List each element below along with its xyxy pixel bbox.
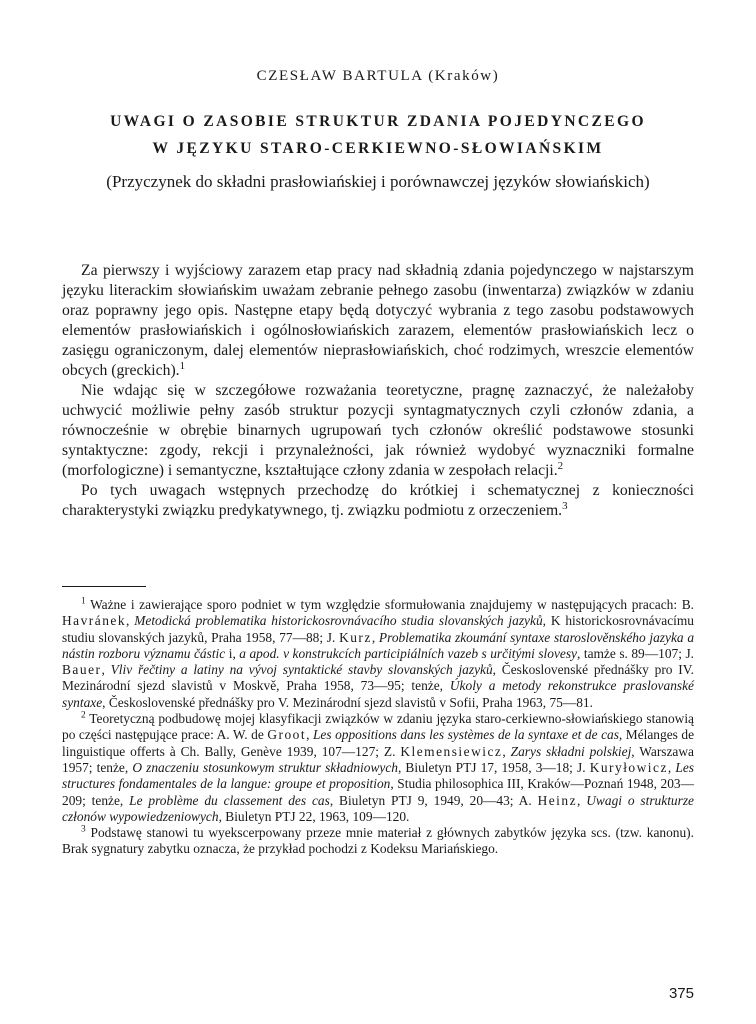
- author-line: CZESŁAW BARTULA (Kraków): [256, 68, 500, 84]
- footnote-3: [62, 825, 694, 858]
- cited-author: Klemensiewicz: [400, 743, 503, 759]
- footnote-text: , Warszawa 1957; tenże,: [62, 743, 694, 775]
- cited-title: Uwagi o strukturze członów wypowiedzeniowych: [62, 792, 694, 824]
- footnote-text: , Biuletyn PTJ 17, 1958, 3—18; J.: [397, 759, 590, 775]
- footnote-text: Teoretyczną podbudowę mojej klasyfikacji związków w zdaniu języka staro-cerkiewno-słowiańskiego stanowią po części następujące prace: A. W. de: [62, 711, 694, 743]
- cited-title: Les structures fondamentales de la langue: groupe et proposition: [62, 759, 694, 792]
- cited-title: O znaczeniu stosunkowym struktur składniowych: [132, 759, 398, 775]
- footnote-2: [62, 711, 694, 825]
- footnote-1: [62, 597, 694, 711]
- page-number: 375: [668, 985, 694, 1002]
- footnote-text: ,: [101, 662, 111, 678]
- footnote-text: , Biuletyn PTJ 22, 1963, 109—120.: [218, 808, 410, 824]
- cited-title: Vliv řečtiny a latiny na vývoj syntaktické stavby slovanských jazyků: [110, 662, 493, 678]
- footnote-number: 3: [81, 824, 86, 835]
- footnote-text: , K historickosrovnávacímu studiu slovanských jazyků, Praha 1958, 77—88; J.: [62, 613, 694, 645]
- footnote-text: ,: [667, 759, 676, 775]
- cited-author: Kuryłowicz: [589, 759, 668, 775]
- footnote-text: , tamże s. 89—107; J.: [577, 645, 695, 661]
- paragraph-3: [62, 481, 694, 521]
- cited-author: Bauer: [62, 662, 102, 678]
- article-subtitle: (Przyczynek do składni prasłowiańskiej i porównawczej języków słowiańskich): [106, 172, 650, 191]
- cited-title: Problematika zkoumání syntaxe staroslověnského jazyka a nástin rozboru významu částic: [62, 629, 695, 661]
- article-title-line-1: UWAGI O ZASOBIE STRUKTUR ZDANIA POJEDYNCZEGO: [110, 113, 646, 130]
- cited-author: Groot: [267, 727, 307, 743]
- footnote-text: ,: [126, 613, 135, 629]
- article-title-line-2: W JĘZYKU STARO-CERKIEWNO-SŁOWIAŃSKIM: [152, 140, 604, 157]
- cited-title: Le problème du classement des cas: [129, 792, 330, 808]
- footnote-text: , Československé přednášky pro IV. Mezinárodní sjezd slavistů v Moskvě, Praha 1958, 73—95; tenże,: [62, 662, 695, 694]
- cited-title: Les oppositions dans les systèmes de la syntaxe et de cas: [312, 727, 619, 743]
- footnote-text: Podstawę stanowi tu wyekscerpowany przeze mnie materiał z głównych zabytków języka scs. (tzw. kanonu). Brak sygnatury zabytku oznacza, że przykład pochodzi z Kodeksu Mariańskiego.: [62, 825, 694, 857]
- footnote-text: , Československé přednášky pro V. Mezinárodní sjezd slavistů v Sofii, Praha 1963, 75—81.: [102, 694, 593, 710]
- cited-title: Metodická problematika historickosrovnávacího studia slovanských jazyků: [134, 613, 543, 629]
- paragraph-text: Nie wdając się w szczegółowe rozważania teoretyczne, pragnę zaznaczyć, że należałoby uchwycić możliwie pełny zasób struktur pozycji syntagmatycznych czyli członów zdania, a równocześnie w obrębie binarnych ugrupowań tych członów określić podstawowe stosunki syntaktyczne: zgody, rekcji i przynależności, jak również wydobyć wyznaczniki formalne (morfologiczne) i semantyczne, kształtujące człony zdania w zespołach relacji.: [62, 382, 694, 479]
- paragraph-1: [62, 261, 694, 381]
- main-text: [62, 261, 694, 521]
- cited-author: Havránek: [62, 613, 127, 629]
- cited-title: a apod. v konstrukcích participiálních vazeb s určitými slovesy: [239, 645, 578, 661]
- footnote-number: 1: [81, 596, 86, 607]
- paragraph-2: [62, 381, 694, 481]
- paragraph-text: Za pierwszy i wyjściowy zarazem etap pracy nad składnią zdania pojedynczego w najstarszym języku literackim słowiańskim uważam zebranie pełnego zasobu (inwentarza) związków w zdaniu oraz poprawny jego opis. Następne etapy będą dotyczyć wybrania z tego zasobu podstawowych elementów prasłowiańskich i ogólnosłowiańskich zarazem, elementów prasłowiańskich lecz o zasięgu ograniczonym, dalej elementów nieprasłowiańskich, choć rodzimych, wreszcie elementów obcych (greckich).: [62, 262, 694, 379]
- footnotes: [62, 597, 694, 858]
- footnote-text: , Mélanges de linguistique offerts à Ch. Bally, Genève 1939, 107—127; Z.: [62, 727, 695, 759]
- footnote-number: 2: [81, 710, 86, 721]
- footnote-text: ,: [577, 792, 587, 808]
- footnote-text: ,: [371, 629, 379, 645]
- footnote-text: ,: [502, 743, 511, 759]
- footnote-ref: 1: [179, 359, 186, 372]
- cited-author: Kurz: [339, 629, 372, 645]
- cited-author: Heinz: [537, 792, 578, 808]
- cited-title: Zarys składni polskiej: [510, 743, 632, 759]
- footnote-ref: 2: [557, 459, 564, 472]
- footnote-ref: 3: [562, 499, 568, 512]
- footnote-text: Ważne i zawierające sporo podniet w tym względzie sformułowania znajdujemy w następujących pracach: B.: [90, 597, 695, 612]
- footnote-divider: [62, 586, 146, 587]
- footnote-text: , Studia philosophica III, Kraków—Poznań 1948, 203—209; tenże,: [62, 776, 694, 808]
- footnote-text: i,: [225, 645, 240, 661]
- footnote-text: ,: [306, 727, 313, 743]
- cited-title: Úkoly a metody rekonstrukce praslovanské syntaxe: [62, 678, 694, 710]
- footnote-text: , Biuletyn PTJ 9, 1949, 20—43; A.: [329, 792, 538, 808]
- paragraph-text: Po tych uwagach wstępnych przechodzę do krótkiej i schematycznej z konieczności charakterystyki związku predykatywnego, tj. związku podmiotu z orzeczeniem.: [62, 482, 694, 519]
